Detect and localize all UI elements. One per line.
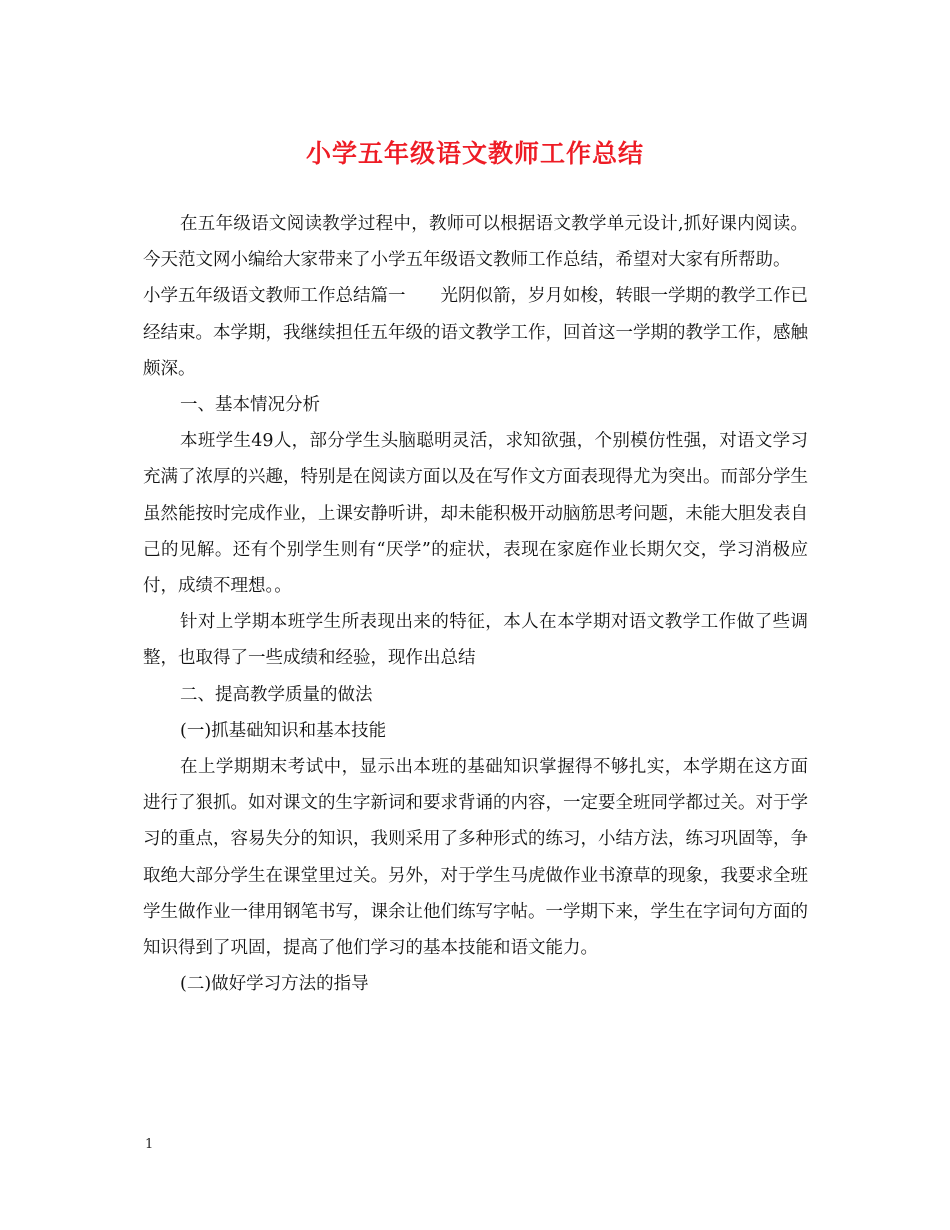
basic-knowledge-paragraph: 在上学期期末考试中，显示出本班的基础知识掌握得不够扎实，本学期在这方面进行了狠抓。如对课文的生字新词和要求背诵的内容，一定要全班同学都过关。对于学习的重点，容易失分的知识，我则采用了多种形式的练习，小结方法，练习巩固等，争取绝大部分学生在课堂里过关。另外，对于学生马虎做作业书潦草的现象，我要求全班学生做作业一律用钢笔书写，课余让他们练写字帖。一学期下来，学生在字词句方面的知识得到了巩固，提高了他们学习的基本技能和语文能力。 <box>143 757 808 959</box>
adjustment-paragraph: 针对上学期本班学生所表现出来的特征，本人在本学期对语文教学工作做了些调整，也取得了一些成绩和经验，现作出总结 <box>143 612 808 669</box>
heading-teaching-quality: 二、提高教学质量的做法 <box>180 684 373 705</box>
document-title: 小学五年级语文教师工作总结 <box>305 139 644 168</box>
page-number: 1 <box>145 1137 154 1152</box>
subheading-basic-knowledge: (一)抓基础知识和基本技能 <box>180 720 387 741</box>
document-body <box>143 206 808 1002</box>
subheading-study-methods: (二)做好学习方法的指导 <box>180 974 369 995</box>
heading-basic-situation: 一、基本情况分析 <box>180 395 320 416</box>
section-one-intro-paragraph: 小学五年级语文教师工作总结篇一 光阴似箭，岁月如梭，转眼一学期的教学工作已经结束。本学期，我继续担任五年级的语文教学工作，回首这一学期的教学工作，感触颇深。 <box>143 286 808 379</box>
class-situation-paragraph: 本班学生49人，部分学生头脑聪明灵活，求知欲强，个别模仿性强，对语文学习充满了浓厚的兴趣，特别是在阅读方面以及在写作文方面表现得尤为突出。而部分学生虽然能按时完成作业，上课安静听讲，却未能积极开动脑筋思考问题，未能大胆发表自己的见解。还有个别学生则有“厌学”的症状，表现在家庭作业长期欠交，学习消极应付，成绩不理想。。 <box>143 431 808 597</box>
intro-paragraph: 在五年级语文阅读教学过程中，教师可以根据语文教学单元设计,抓好课内阅读。今天范文网小编给大家带来了小学五年级语文教师工作总结，希望对大家有所帮助。 <box>143 214 808 271</box>
